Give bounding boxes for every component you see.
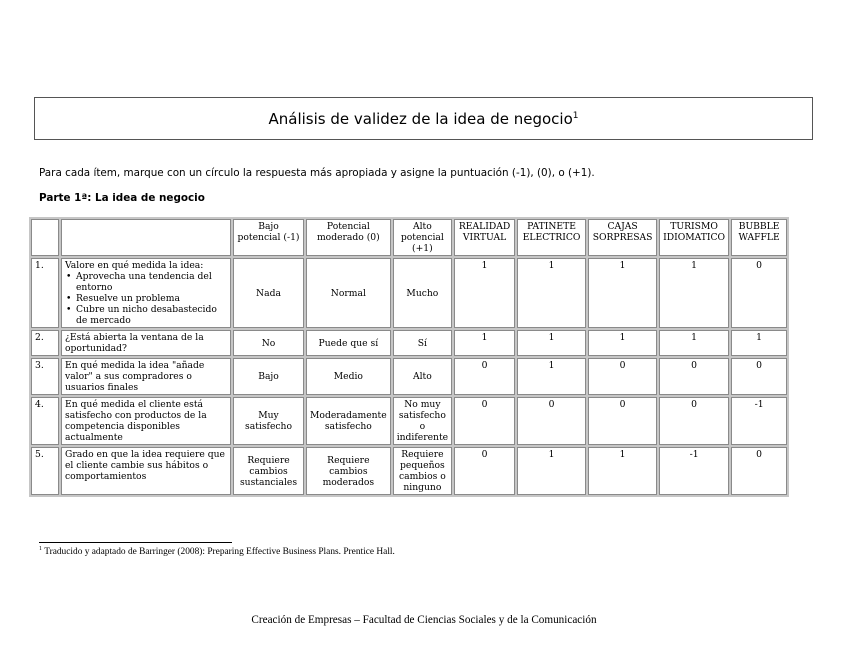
footnote-divider	[39, 542, 232, 543]
header-idea-cajas-sorpresas: CAJAS SORPRESAS	[588, 219, 657, 256]
row-question: En qué medida la idea "añade valor" a sus compradores o usuarios finales	[61, 358, 231, 395]
table-row	[31, 358, 787, 395]
score-cell: 0	[659, 397, 729, 445]
option-high: Sí	[393, 330, 452, 356]
score-cell: 0	[659, 358, 729, 395]
score-cell: 1	[517, 258, 586, 328]
row-question	[61, 258, 231, 328]
score-cell: -1	[731, 397, 787, 445]
score-cell: 0	[454, 397, 515, 445]
option-moderate: Requiere cambios moderados	[306, 447, 391, 495]
score-cell: 0	[588, 397, 657, 445]
bullet-item: • Cubre un nicho desabastecido de mercado	[76, 304, 227, 326]
title-footnote-mark: 1	[572, 110, 579, 121]
row-question: En qué medida el cliente está satisfecho con productos de la competencia disponibles actualmente	[61, 397, 231, 445]
score-cell: 1	[517, 447, 586, 495]
score-cell: 1	[588, 258, 657, 328]
score-cell: 1	[659, 330, 729, 356]
header-row	[31, 219, 787, 256]
score-cell: 0	[454, 358, 515, 395]
score-cell: -1	[659, 447, 729, 495]
score-cell: 1	[454, 330, 515, 356]
table-row	[31, 258, 787, 328]
header-question	[61, 219, 231, 256]
instructions: Para cada ítem, marque con un círculo la respuesta más apropiada y asigne la puntuación (-1), (0), o (+1).	[39, 167, 595, 179]
footnote-text: Traducido y adaptado de Barringer (2008): Preparing Effective Business Plans. Prentice Hall.	[44, 547, 395, 558]
row-number: 4.	[31, 397, 59, 445]
row-number: 1.	[31, 258, 59, 328]
page-footer: Creación de Empresas – Facultad de Ciencias Sociales y de la Comunicación	[251, 614, 597, 626]
bullet-item: • Resuelve un problema	[76, 293, 227, 304]
evaluation-table	[29, 217, 789, 497]
score-cell: 0	[588, 358, 657, 395]
option-high: Requiere pequeños cambios o ninguno	[393, 447, 452, 495]
bullet-list	[65, 271, 227, 326]
row-question-text: Valore en qué medida la idea:	[65, 260, 204, 271]
header-low: Bajo potencial (-1)	[233, 219, 304, 256]
table-row	[31, 397, 787, 445]
score-cell: 0	[454, 447, 515, 495]
option-moderate: Normal	[306, 258, 391, 328]
table-row	[31, 447, 787, 495]
row-number: 2.	[31, 330, 59, 356]
score-cell: 1	[517, 330, 586, 356]
row-question: ¿Está abierta la ventana de la oportunidad?	[61, 330, 231, 356]
header-idea-bubble-waffle: BUBBLE WAFFLE	[731, 219, 787, 256]
row-number: 5.	[31, 447, 59, 495]
footnote	[39, 546, 395, 557]
row-number: 3.	[31, 358, 59, 395]
page-title: Análisis de validez de la idea de negocio$^1$	[268, 109, 579, 128]
header-num	[31, 219, 59, 256]
header-idea-patinete-electrico: PATINETE ELECTRICO	[517, 219, 586, 256]
option-low: No	[233, 330, 304, 356]
option-low: Nada	[233, 258, 304, 328]
option-high: No muy satisfecho o indiferente	[393, 397, 452, 445]
score-cell: 0	[517, 397, 586, 445]
table-row	[31, 330, 787, 356]
score-cell: 1	[517, 358, 586, 395]
score-cell: 0	[731, 358, 787, 395]
header-high: Alto potencial (+1)	[393, 219, 452, 256]
score-cell: 1	[588, 447, 657, 495]
header-idea-realidad-virtual: REALIDAD VIRTUAL	[454, 219, 515, 256]
option-moderate: Medio	[306, 358, 391, 395]
header-idea-turismo-idiomatico: TURISMO IDIOMATICO	[659, 219, 729, 256]
option-low: Bajo	[233, 358, 304, 395]
option-high: Alto	[393, 358, 452, 395]
score-cell: 0	[731, 447, 787, 495]
score-cell: 1	[454, 258, 515, 328]
option-moderate: Puede que sí	[306, 330, 391, 356]
option-high: Mucho	[393, 258, 452, 328]
option-low: Muy satisfecho	[233, 397, 304, 445]
header-moderate: Potencial moderado (0)	[306, 219, 391, 256]
score-cell: 1	[731, 330, 787, 356]
score-cell: 0	[731, 258, 787, 328]
title-box	[34, 97, 813, 140]
part-heading: Parte 1ª: La idea de negocio	[39, 192, 205, 204]
option-low: Requiere cambios sustanciales	[233, 447, 304, 495]
bullet-item: • Aprovecha una tendencia del entorno	[76, 271, 227, 293]
score-cell: 1	[659, 258, 729, 328]
footnote-mark: 1	[39, 546, 42, 552]
score-cell: 1	[588, 330, 657, 356]
row-question: Grado en que la idea requiere que el cliente cambie sus hábitos o comportamientos	[61, 447, 231, 495]
option-moderate: Moderadamente satisfecho	[306, 397, 391, 445]
